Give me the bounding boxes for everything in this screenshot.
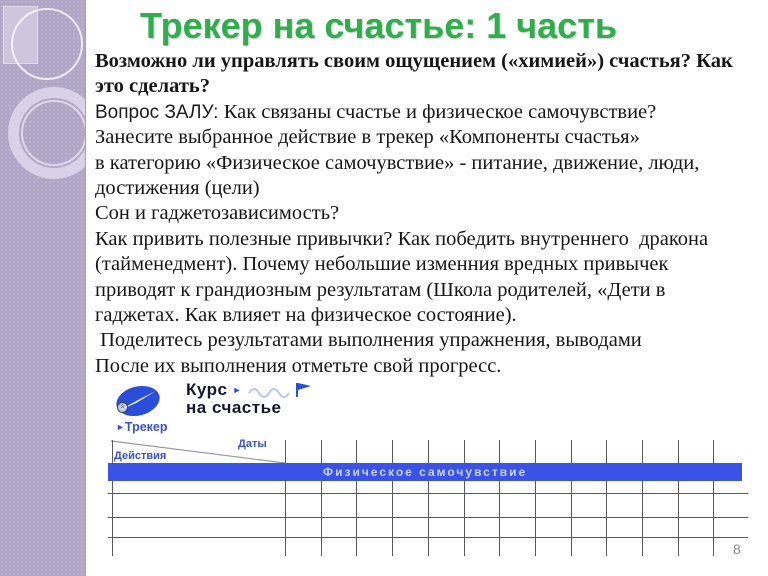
table-header-actions: Действия: [114, 450, 167, 462]
body-line: в категорию «Физическое самочувствие» - питание, движение, люди,: [95, 151, 700, 174]
tracker-nav-label: Трекер: [124, 420, 168, 434]
compass-icon: [113, 383, 163, 419]
body-line: гаджетах. Как влияет на физическое состояние).: [95, 304, 517, 327]
grid-column-line: [571, 440, 572, 556]
grid-column-line: [428, 440, 429, 556]
grid-left-edge: [112, 440, 113, 556]
grid-row-line: [108, 537, 748, 538]
grid-column-line: [535, 440, 536, 556]
grid-column-line: [356, 440, 357, 556]
decorative-ring-inner: [21, 100, 86, 166]
grid-column-line: [678, 440, 679, 556]
grid-column-line: [285, 440, 286, 556]
play-arrow-icon: ►: [232, 384, 242, 395]
grid-column-line: [606, 440, 607, 556]
page-number: 8: [733, 541, 741, 557]
tracker-nav-link: [116, 420, 168, 434]
grid-column-line: [464, 440, 465, 556]
body-line: Занесите выбранное действие в трекер «Компоненты счастья»: [95, 126, 640, 149]
body-line: достижения (цели): [95, 177, 260, 200]
logo-title-line1: Курс: [186, 380, 228, 399]
tracker-table: [108, 437, 756, 558]
decorative-sidebar: [0, 0, 86, 576]
grid-column-line: [321, 440, 322, 556]
category-bar: Физическое самочувствие: [108, 463, 742, 481]
grid-column-line: [713, 440, 714, 556]
body-line: Возможно ли управлять своим ощущением («химией») счастья? Как: [95, 50, 733, 72]
body-line: Как привить полезные привычки? Как победить внутреннего дракона: [95, 227, 709, 250]
body-line: (тайменедмент). Почему небольшие изменния вредных привычек: [95, 253, 669, 276]
question-text: Как связаны счастье и физическое самочувствие?: [223, 100, 657, 123]
page-title: Трекер на счастье: 1 часть: [140, 5, 617, 46]
body-line: Сон и гаджетозависимость?: [95, 202, 340, 225]
grid-column-line: [392, 440, 393, 556]
grid-column-line: [499, 440, 500, 556]
decorative-circle: [11, 8, 83, 80]
grid-row-line: [108, 493, 748, 494]
grid-row-line: [108, 517, 748, 518]
route-flag-icon: [247, 381, 313, 399]
grid-column-line: [642, 440, 643, 556]
body-line-question: [95, 100, 765, 125]
logo-title-line2: на счастье: [186, 398, 282, 417]
triangle-arrow-icon: ►: [116, 422, 125, 432]
body-line: Поделитесь результатами выполнения упражнения, выводами: [95, 329, 642, 352]
question-label: Вопрос ЗАЛУ:: [95, 101, 224, 123]
body-line: это сделать?: [95, 75, 210, 98]
table-header-dates: Даты: [238, 438, 267, 450]
body-line: После их выполнения отметьте свой прогресс.: [95, 354, 502, 377]
trademark-icon: s: [117, 402, 128, 413]
body-line: приводят к грандиозным результатам (Школа родителей, «Дети в: [95, 278, 666, 301]
body-text: [95, 49, 765, 379]
logo-text: [186, 381, 313, 417]
